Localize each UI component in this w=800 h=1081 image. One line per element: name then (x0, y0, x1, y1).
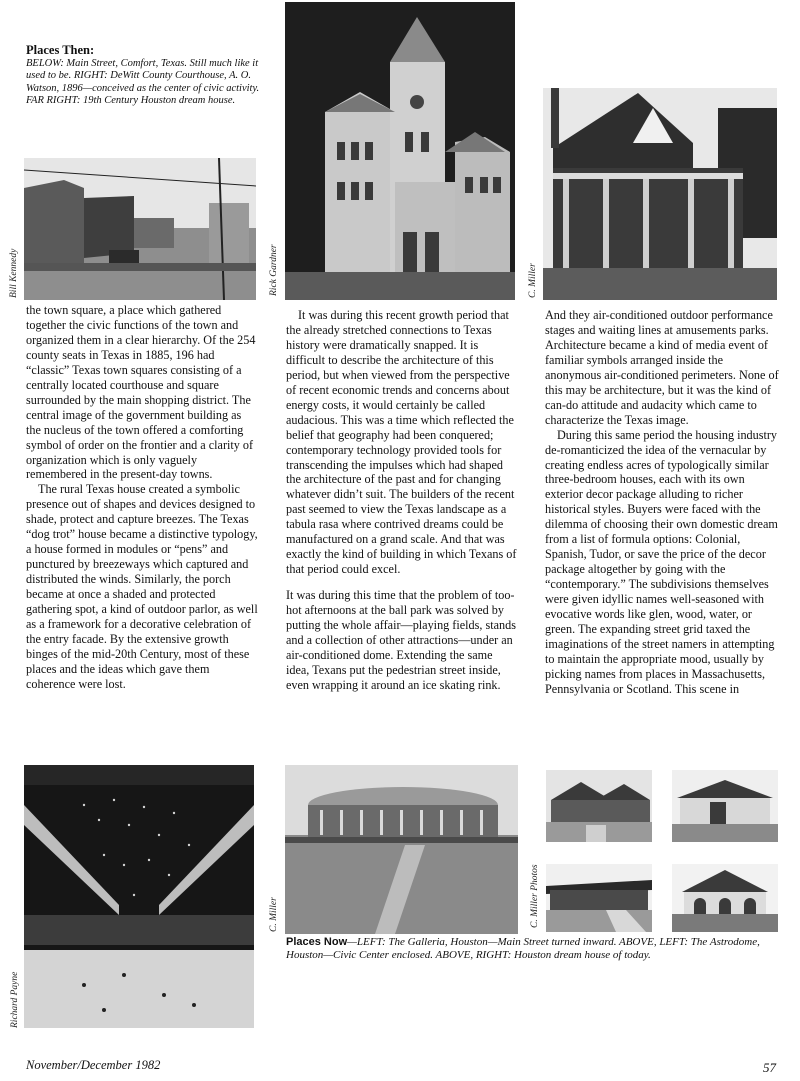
caption-places-then (26, 44, 262, 107)
caption-now-lead: Places Now (286, 936, 348, 948)
credit-astrodome: C. Miller (269, 897, 279, 932)
credit-courthouse: Rick Gardner (269, 244, 279, 296)
photo-main-street-comfort (24, 158, 256, 300)
column2-paragraph-2: It was during this time that the problem of too-hot afternoons at the ball park was solved by putting the whole affair—playing fields, stands and a collection of other attractions—under an air-conditioned dome. Extending the same idea, Texans put the pedestrian street inside, even wrapping it around an ice skating rink. (286, 588, 516, 692)
photo-dream-house-2 (672, 770, 778, 842)
caption-now-body: —LEFT: The Galleria, Houston—Main Street turned inward. ABOVE, LEFT: The Astrodome, Houston—Civic Center enclosed. ABOVE, RIGHT: Houston dream house of today. (286, 936, 760, 962)
column2-paragraph-1: It was during this recent growth period that the already stretched connections to Texas history were dramatically snapped. It is difficult to describe the architecture of this period, but when viewed from the perspective of recent economic trends and concerns about energy costs, it would certainly be called audacious. This was a time which reflected the belief that geography had been conquered; contemporary technology provided tools for transcending the impulses which had shaped the architecture of the past and for changing whatever didn’t suit. The builders of the recent past seemed to view the Texas landscape as a tabula rasa where contrived dreams could be manufactured on a grand scale. And that was exactly the kind of building in which Texans of that period could excel. (286, 308, 517, 577)
column1-paragraph-2: The rural Texas house created a symbolic presence out of shapes and devices designed to shade, protect and capture breezes. The Texas “dog trot” house became a distinctive typology, a house formed in modules or “pens” and punctured by breezeways which captured and distributed the winds. Similarly, the porch became at once a shaded and protected gathering spot, a kind of outdoor parlor, as well as a framework for a decorative celebration of the entry facade. By the extensive growth binges of the mid-20th Century, most of these places and the ideas which gave them coherence were lost. (26, 482, 258, 691)
body-column-1 (26, 303, 258, 692)
credit-dream-houses: C. Miller Photos (530, 864, 540, 928)
caption-then-heading: Places Then: (26, 43, 95, 57)
caption-places-now (286, 936, 780, 962)
photo-dream-house-4 (672, 864, 778, 932)
photo-astrodome (285, 765, 518, 934)
footer-page-number: 57 (763, 1060, 776, 1075)
photo-dream-house-3 (546, 864, 652, 932)
photo-dream-house-1 (546, 770, 652, 842)
footer-issue-date: November/December 1982 (26, 1058, 161, 1072)
credit-victorian-house: C. Miller (528, 263, 538, 298)
credit-galleria: Richard Payne (10, 971, 20, 1028)
column3-paragraph-1: And they air-conditioned outdoor performance stages and waiting lines at amusements parks. Architecture became a kind of media event of familiar symbols arranged inside the anonymous air-conditioned perimeters. None of this may be architecture, but it was the kind of can-do attitude and audacity which came to characterize the Texas image. (545, 308, 779, 427)
column1-paragraph-1: the town square, a place which gathered together the civic functions of the town and organized them in a clear hierarchy. Of the 254 county seats in Texas in 1885, 196 had “classic” Texas town squares consisting of a centrally located courthouse and square surrounded by the main shopping district. The central image of the government building as the nucleus of the town offered a comforting symbol of order on the frontier and a clarity of organization which is only vaguely remembered in the present-day towns. (26, 303, 256, 482)
credit-main-street: Bill Kennedy (9, 248, 19, 298)
photo-galleria (24, 765, 254, 1028)
photo-victorian-house (543, 88, 777, 300)
caption-then-body: BELOW: Main Street, Comfort, Texas. Still much like it used to be. RIGHT: DeWitt County Courthouse, A. O. Watson, 1896—conceived as the center of civic activity. FAR RIGHT: 19th Century Houston dream house. (26, 58, 260, 106)
body-column-2 (286, 308, 518, 693)
body-column-3 (545, 308, 779, 697)
column3-paragraph-2: During this same period the housing industry de-romanticized the idea of the vernacular by creating endless acres of typologically similar three-bedroom houses, each with its own exterior decor package alluding to richer historical styles. Buyers were faced with the dilemma of choosing their own domestic dream from a list of formula options: Colonial, Spanish, Tudor, or save the price of the decor package altogether by going with the “contemporary.” The subdivisions themselves were given idyllic names well-seasoned with evocative words like glen, wood, water, or green. The expanding street grid taxed the imaginations of the street namers in attempting to maintain the appropriate mood, usually by picking names from places in Massachusetts, Pennsylvania or Scotland. This scene in (545, 427, 778, 696)
photo-courthouse (285, 2, 515, 300)
